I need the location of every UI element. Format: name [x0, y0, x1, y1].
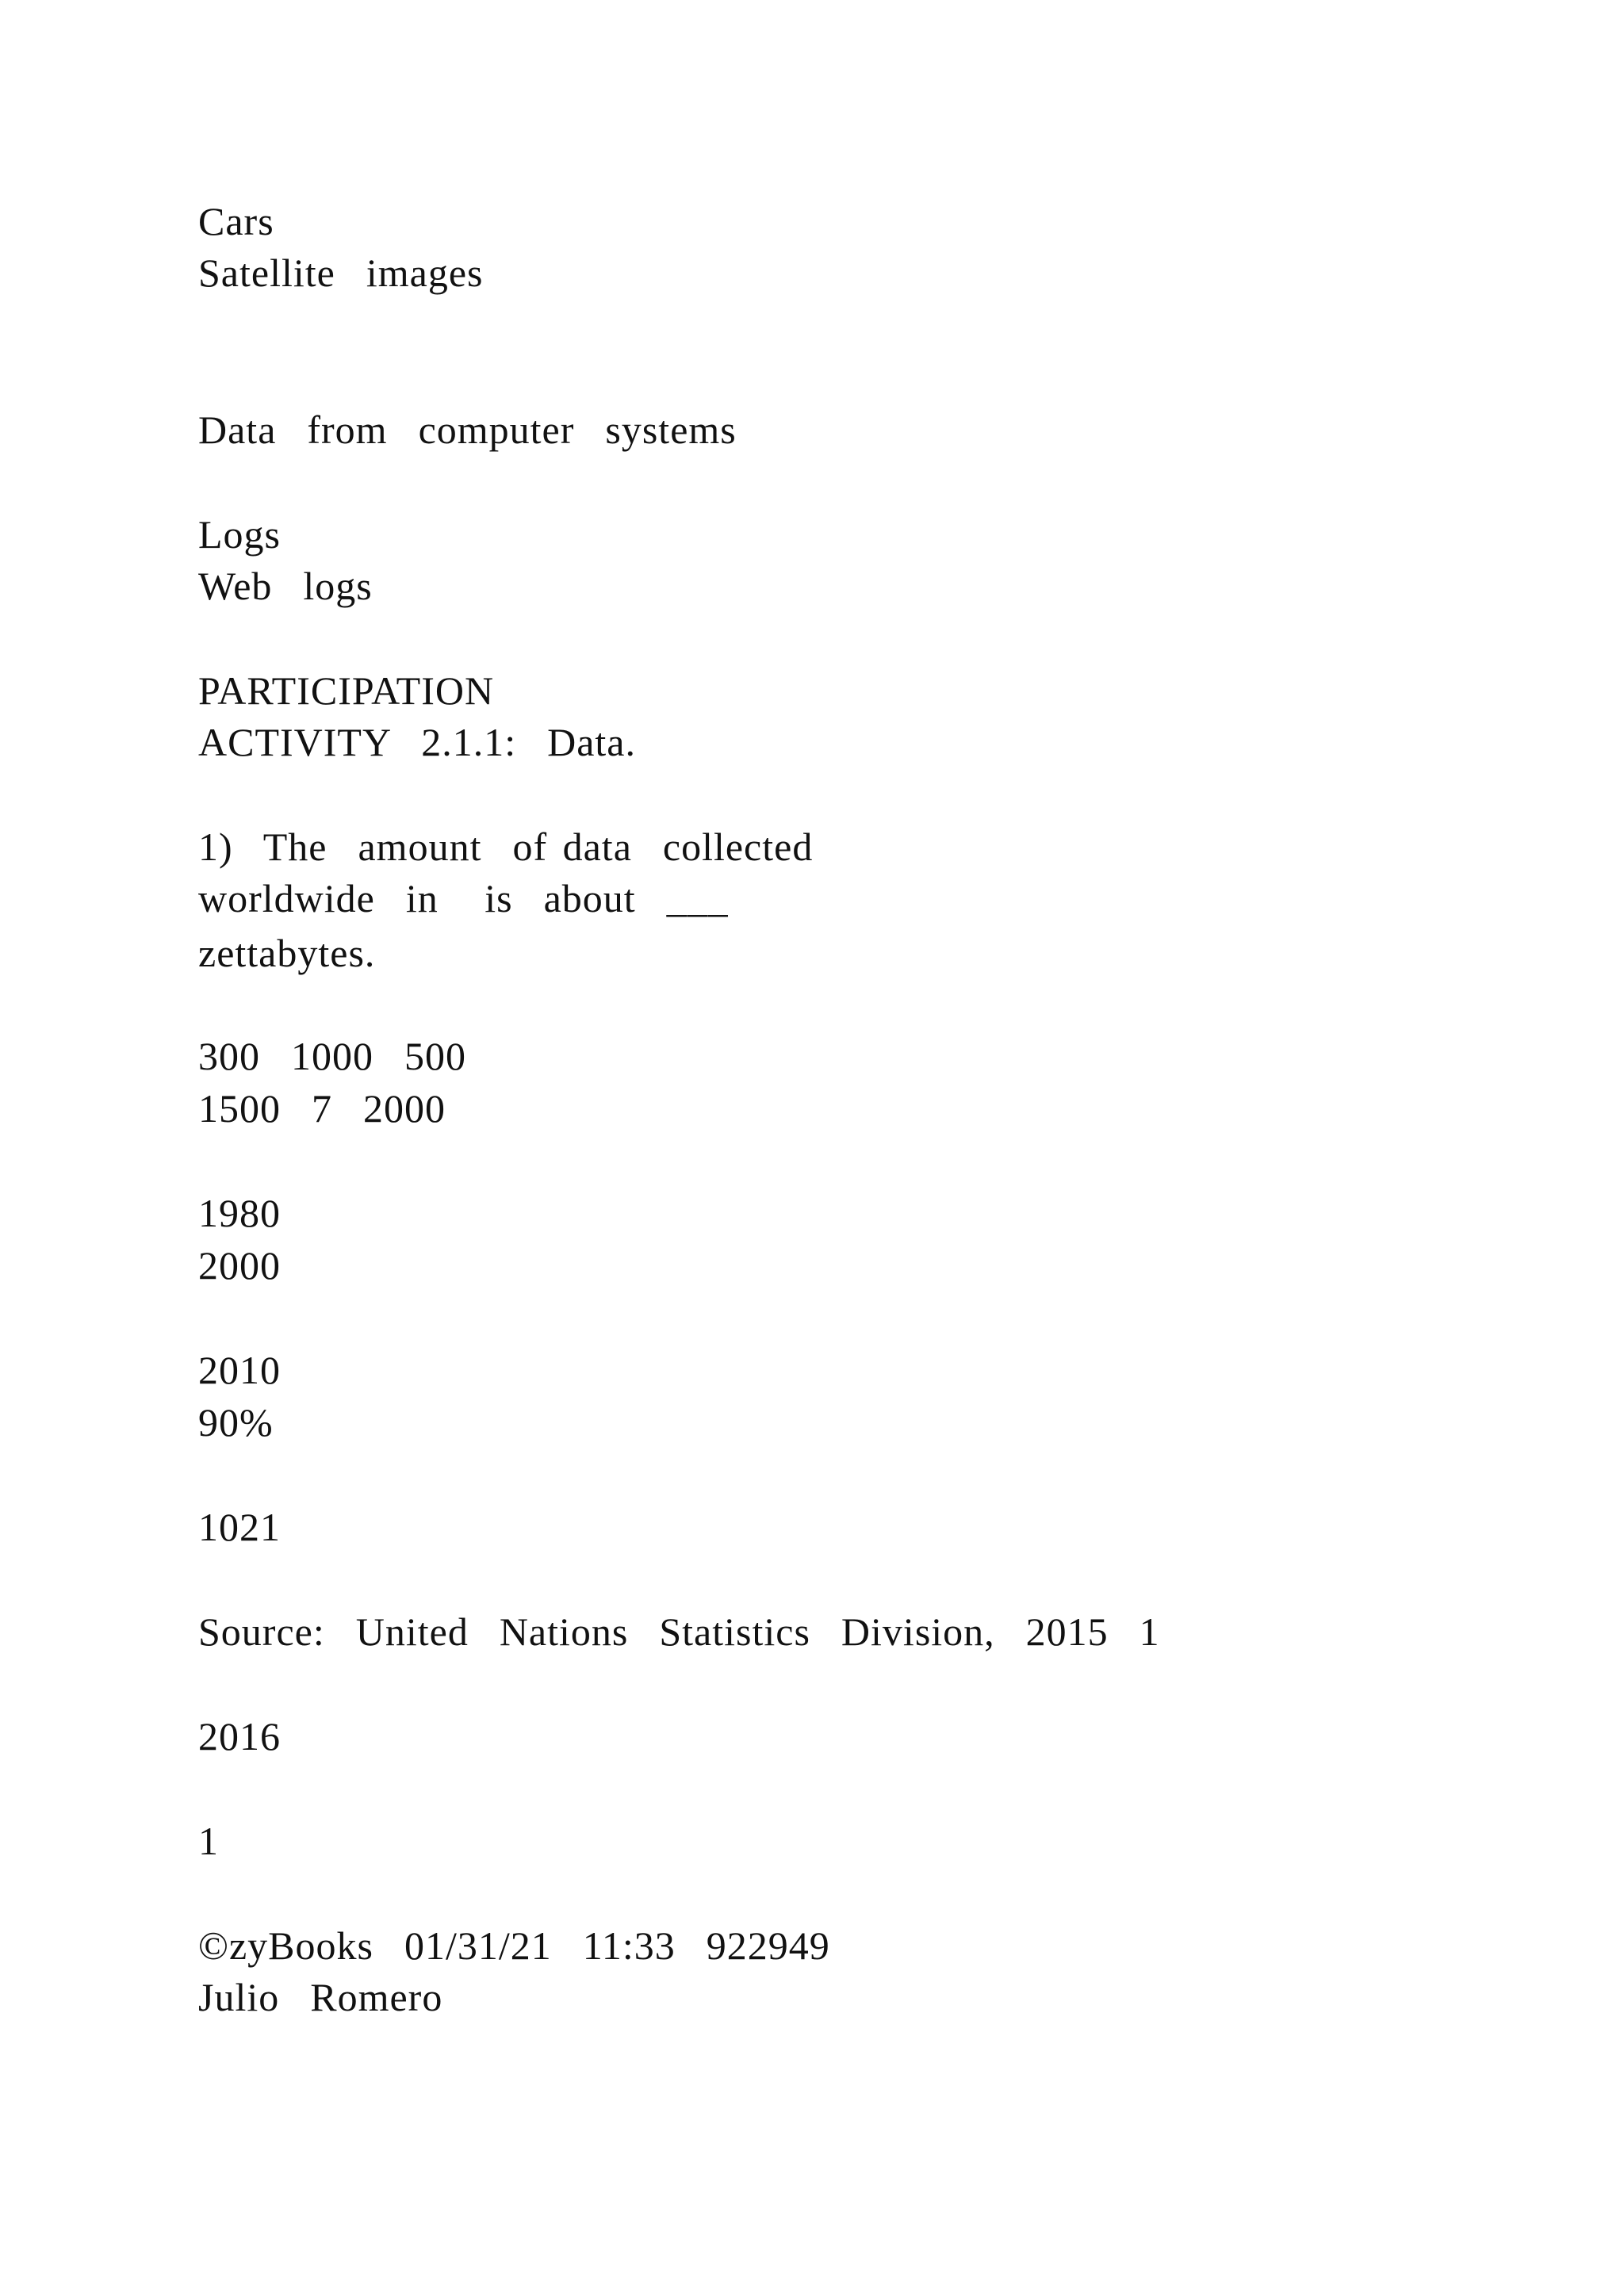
text-year-2000: 2000 — [198, 1243, 281, 1288]
text-source: Source: United Nations Statistics Division, 2015 1 — [198, 1609, 1160, 1654]
text-1021: 1021 — [198, 1505, 281, 1549]
text-data-from-computer-systems: Data from computer systems — [198, 408, 737, 452]
text-activity-title: ACTIVITY 2.1.1: Data. — [198, 720, 636, 764]
answer-options-row-2: 1500 7 2000 — [198, 1086, 446, 1131]
text-user-name: Julio Romero — [198, 1975, 443, 2019]
question-line-2: worldwide in is about ___ — [198, 876, 729, 920]
question-line-1: 1) The amount of data collected — [198, 825, 814, 869]
question-line-3: zettabytes. — [198, 931, 376, 975]
text-percent-90: 90% — [198, 1400, 274, 1445]
text-logs: Logs — [198, 512, 281, 557]
text-year-1980: 1980 — [198, 1191, 281, 1235]
answer-options-row-1: 300 1000 500 — [198, 1034, 466, 1078]
text-cars: Cars — [198, 199, 274, 243]
text-footnote-1: 1 — [198, 1819, 219, 1863]
text-year-2016: 2016 — [198, 1714, 281, 1758]
text-web-logs: Web logs — [198, 564, 373, 608]
text-participation: PARTICIPATION — [198, 668, 495, 713]
text-satellite-images: Satellite images — [198, 251, 484, 295]
text-year-2010: 2010 — [198, 1348, 281, 1392]
text-copyright: ©zyBooks 01/31/21 11:33 922949 — [198, 1923, 830, 1968]
